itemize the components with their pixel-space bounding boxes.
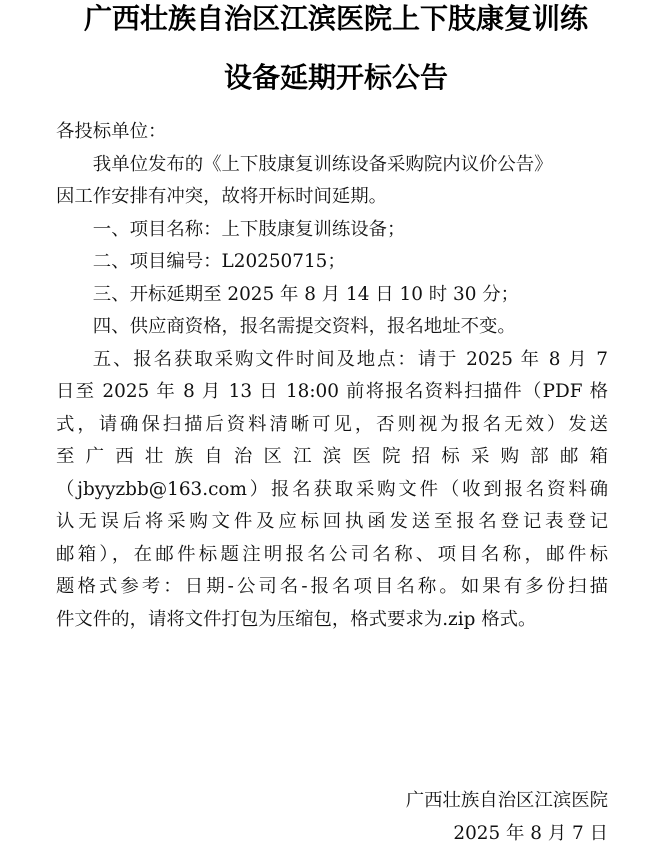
- intro-line-1: 我单位发布的《上下肢康复训练设备采购院内议价公告》: [92, 153, 553, 175]
- salutation: 各投标单位：: [56, 121, 167, 142]
- item-bid-opening-time: 三、开标延期至 2025 年 8 月 14 日 10 时 30 分；: [92, 283, 520, 305]
- document-title-line1: 广西壮族自治区江滨医院上下肢康复训练: [83, 2, 588, 35]
- item-supplier-qualification: 四、供应商资格，报名需提交资料，报名地址不变。: [92, 316, 516, 337]
- signature-date: 2025 年 8 月 7 日: [453, 822, 608, 844]
- intro-line-2: 因工作安排有冲突，故将开标时间延期。: [56, 186, 388, 207]
- signature-organization: 广西壮族自治区江滨医院: [405, 790, 608, 811]
- announcement-body: [56, 116, 608, 636]
- item5-line-1: 五、报名获取采购文件时间及地点：请于 2025 年 8 月 7: [92, 348, 608, 370]
- item5-line-7: 邮箱），在邮件标题注明报名公司名称、项目名称，邮件标: [56, 543, 608, 565]
- item-project-number: 二、项目编号：L20250715；: [92, 251, 346, 272]
- item5-line-9: 件文件的，请将文件打包为压缩包，格式要求为.zip 格式。: [56, 608, 537, 630]
- item5-line-4: 至广西壮族自治区江滨医院招标采购部邮箱: [56, 446, 608, 467]
- item5-line-5: （jbyyzbb@163.com）报名获取采购文件（收到报名资料确: [56, 478, 608, 500]
- item-project-name: 一、项目名称：上下肢康复训练设备；: [92, 218, 406, 240]
- item5-line-3: 式，请确保扫描后资料清晰可见，否则视为报名无效）发送: [56, 413, 608, 435]
- item5-line-2: 日至 2025 年 8 月 13 日 18:00 前将报名资料扫描件（PDF 格: [56, 381, 608, 402]
- document-title-line2: 设备延期开标公告: [223, 61, 448, 94]
- item5-line-6: 认无误后将采购文件及应标回执函发送至报名登记表登记: [56, 511, 608, 532]
- signature-block: [406, 785, 608, 850]
- item5-line-8: 题格式参考：日期-公司名-报名项目名称。如果有多份扫描: [56, 576, 608, 597]
